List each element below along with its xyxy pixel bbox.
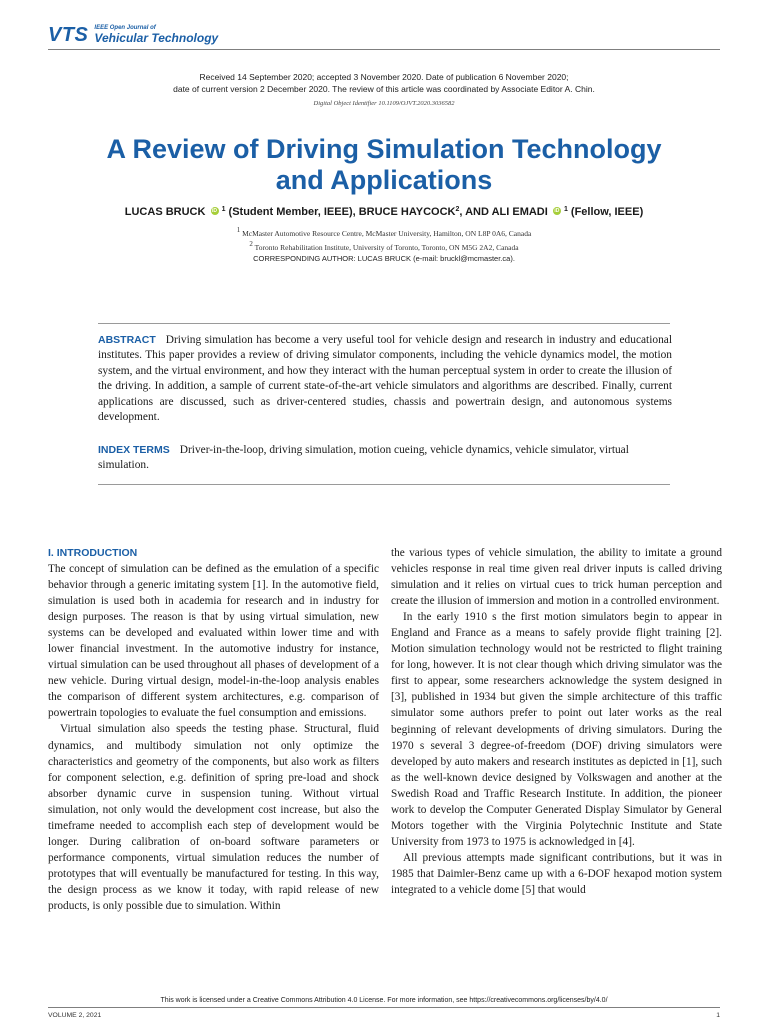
paper-title <box>48 134 720 196</box>
body-column-left <box>48 545 379 914</box>
body-paragraph: Virtual simulation also speeds the testing phase. Structural, fluid dynamics, and multibody simulation not only optimize the characteristics and geometry of the components, but also work as filters for component selection, e.g. definition of spring pre-load and shock absorber dynamic curve in suspension tuning. Without virtual simulation, not only would the development cost increase, but also the timeframe needed to accomplish each step of development would be longer. During calibration of on-board software parameters or performance components, virtual simulation reduces the number of prototypes that will eventually be manufactured for testing. In this way, the design process as we know it today, with rapid release of new products, is only possible due to simulation. Within <box>48 723 379 912</box>
affiliations <box>48 225 720 253</box>
abstract-text: Driving simulation has become a very useful tool for vehicle design and research in industry and educational institutes. This paper provides a review of driving simulator components, including the vehicle dynamics model, the motion system, and the virtual environment, and how they interact with the human perceptual system in order to create the illusion of the driving. In addition, a sample of current state-of-the-art vehicle simulators and algorithms are described. Finally, current applications are discussed, such as driver-centered studies, chassis and powertrain design, and autonomous systems development. <box>98 334 672 424</box>
author-name: LUCAS BRUCK <box>124 206 206 218</box>
body-paragraph: the various types of vehicle simulation, the ability to imitate a ground vehicles response in real time given real driver inputs is called driving simulation and it relies on virtual cues to trick human perception and create the illusion of immersion and motion in a controlled environment. <box>391 547 722 608</box>
body-paragraph: All previous attempts made significant contributions, but it was in 1985 that Daimler-Benz came up with a 6-DOF hexapod motion system integrated to a vehicle dome [5] that would <box>391 851 722 896</box>
author-name: , AND ALI EMADI <box>459 206 548 218</box>
author-role: (Student Member, IEEE), BRUCE HAYCOCK <box>228 206 456 218</box>
body-paragraph: The concept of simulation can be defined as the emulation of a specific behavior through a generic imitating system [1]. In the automotive field, simulation is used both in academia for research and in industry for design purposes. The reason is that by using virtual simulation, new systems can be developed and evaluated within lower time and with lower financial investment. In the automotive industry for instance, virtual simulation can be used throughout all phases of development of a new vehicle. During virtual design, model-in-the-loop analysis enables the comparison of different system architectures, e.g. comparison of powertrain topologies to evaluate the fuel consumption and emissions. <box>48 563 379 720</box>
vts-logo: VTS <box>48 24 89 46</box>
journal-subtitle: IEEE Open Journal of <box>94 25 156 31</box>
affiliation-sup: 2 <box>249 240 253 248</box>
index-terms <box>98 443 672 474</box>
affiliation-2 <box>48 239 720 253</box>
author-role: (Fellow, IEEE) <box>570 206 644 218</box>
author-list <box>48 206 720 218</box>
body-paragraph: In the early 1910 s the first motion simulators begin to appear in England and France as a means to safely provide flight training [2]. Motion simulation technology would not be restricted to flight training for long, however. It is not clear though which driving simulator was the first to appear, some researchers acknowledge the system designed in [3], published in 1934 but given the simple architecture of this traffic simulator some authors prefer to point out later works as the real beginning of relevant developments of driving simulators. During the 1970 s several 3 degree-of-freedom (DOF) driving simulators were developed by auto makers and research institutes as depicted in [1], such as the well-known device designed by Volkswagen and another at the Swedish Road and Traffic Research Institute. In addition, the pioneer work to develop the Computer Generated Display Simulator by General Motors together with the Virginia Polytechnic Institute and State University from 1973 to 1975 is acknowledged in [4]. <box>391 611 722 848</box>
affiliation-1 <box>48 225 720 239</box>
publication-history <box>48 71 720 95</box>
received-line-2: date of current version 2 December 2020. The review of this article was coordinated by Associate Editor A. Chin. <box>173 84 595 94</box>
author-affil-sup: 1 <box>563 206 568 213</box>
affiliation-text: Toronto Rehabilitation Institute, University of Toronto, Toronto, ON M5G 2A2, Canada <box>254 243 519 252</box>
journal-name: Vehicular Technology <box>94 31 219 45</box>
orcid-icon[interactable]: iD <box>554 208 560 214</box>
orcid-icon[interactable]: iD <box>212 208 217 214</box>
index-terms-label: INDEX TERMS <box>98 444 170 456</box>
abstract-label: ABSTRACT <box>98 334 156 346</box>
license-notice: This work is licensed under a Creative Commons Attribution 4.0 License. For more information, see https://creativecommons.org/licenses/by/4.0/ <box>160 997 608 1004</box>
affiliation-text: McMaster Automotive Resource Centre, McMaster University, Hamilton, ON L8P 0A6, Canada <box>242 229 532 238</box>
body-column-right <box>391 545 722 898</box>
journal-header <box>48 24 218 45</box>
abstract-divider-top <box>98 323 670 324</box>
doi: Digital Object Identifier 10.1109/OJVT.2020.3036582 <box>313 100 455 107</box>
index-terms-text: Driver-in-the-loop, driving simulation, motion cueing, vehicle dynamics, vehicle simulator, virtual simulation. <box>98 444 629 472</box>
section-heading: I. INTRODUCTION <box>48 547 138 559</box>
page-number: 1 <box>716 1012 720 1019</box>
footer-divider <box>48 1007 720 1008</box>
title-line-1: A Review of Driving Simulation Technology <box>106 134 662 164</box>
abstract-divider-bottom <box>98 484 670 485</box>
affiliation-sup: 1 <box>236 226 241 234</box>
author-affil-sup: 2 <box>455 206 460 213</box>
volume-label: VOLUME 2, 2021 <box>48 1012 102 1019</box>
abstract <box>98 333 672 425</box>
journal-title-block <box>94 24 218 45</box>
corresponding-author: CORRESPONDING AUTHOR: LUCAS BRUCK (e-mail: bruckl@mcmaster.ca). <box>253 254 515 263</box>
received-line-1: Received 14 September 2020; accepted 3 November 2020. Date of publication 6 November 2020; <box>199 72 569 82</box>
header-divider <box>48 49 720 50</box>
title-line-2: and Applications <box>275 165 493 195</box>
author-affil-sup: 1 <box>221 206 226 213</box>
